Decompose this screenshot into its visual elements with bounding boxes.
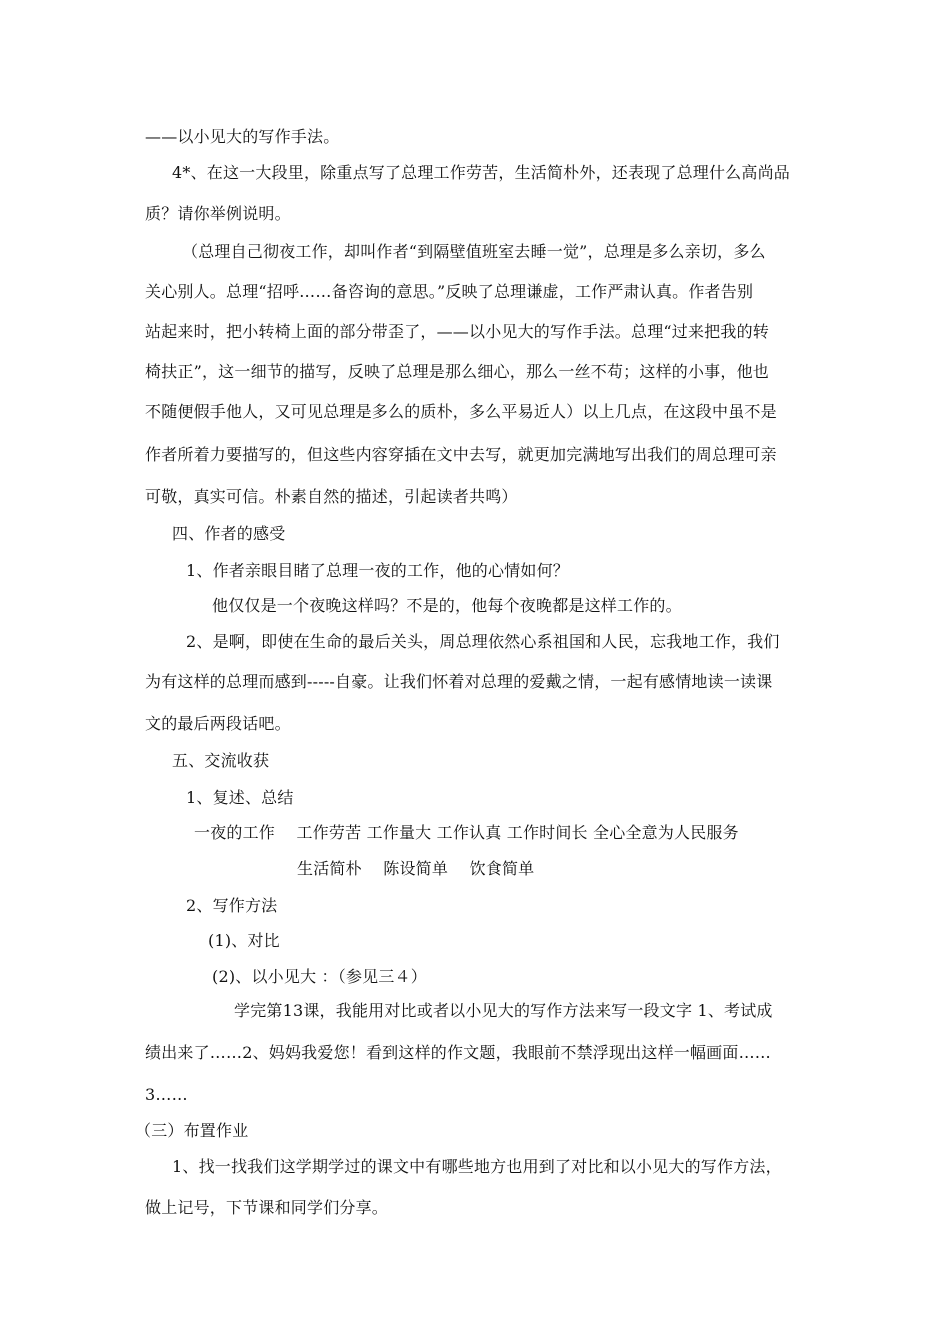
text-line: 站起来时，把小转椅上面的部分带歪了，——以小见大的写作手法。总理“过来把我的转 — [145, 322, 769, 341]
list-item: 1、找一找我们这学期学过的课文中有哪些地方也用到了对比和以小见大的写作方法， — [172, 1157, 782, 1176]
section-heading-5: 五、交流收获 — [172, 751, 270, 770]
section-heading-homework: （三）布置作业 — [135, 1121, 249, 1140]
list-item: 1、作者亲眼目睹了总理一夜的工作，他的心情如何？ — [186, 561, 569, 580]
text-line: 作者所着力要描写的，但这些内容穿插在文中去写，就更加完满地写出我们的周总理可亲 — [145, 445, 777, 464]
list-item: 2、是啊，即使在生命的最后关头，周总理依然心系祖国和人民，忘我地工作，我们 — [186, 632, 780, 651]
text-line: 可敬，真实可信。朴素自然的描述，引起读者共鸣） — [145, 487, 518, 506]
text-line: 椅扶正”，这一细节的描写，反映了总理是那么细心，那么一丝不苟；这样的小事，他也 — [145, 362, 769, 381]
text-line: 文的最后两段话吧。 — [145, 714, 291, 733]
list-item: 2、写作方法 — [186, 896, 278, 915]
text-line: 不随便假手他人，又可见总理是多么的质朴，多么平易近人）以上几点，在这段中虽不是 — [145, 402, 777, 421]
sub-item: (1)、对比 — [208, 931, 280, 950]
list-item: 1、复述、总结 — [186, 788, 294, 807]
text-line: 质？请你举例说明。 — [145, 204, 291, 223]
text-line: 学完第13课，我能用对比或者以小见大的写作方法来写一段文字 1、考试成 — [234, 1001, 773, 1020]
question-4: 4*、在这一大段里，除重点写了总理工作劳苦，生活简朴外，还表现了总理什么高尚品 — [172, 163, 790, 182]
summary-row: 生活简朴 陈设简单 饮食简单 — [297, 859, 535, 878]
text-line: 3…… — [145, 1085, 188, 1104]
text-line: 做上记号，下节课和同学们分享。 — [145, 1198, 389, 1217]
answer-paragraph: （总理自己彻夜工作，却叫作者“到隔壁值班室去睡一觉”，总理是多么亲切，多么 — [182, 242, 766, 261]
summary-row: 一夜的工作 工作劳苦 工作量大 工作认真 工作时间长 全心全意为人民服务 — [194, 823, 739, 842]
text-line: 绩出来了……2、妈妈我爱您！看到这样的作文题，我眼前不禁浮现出这样一幅画面…… — [145, 1043, 771, 1062]
section-heading-4: 四、作者的感受 — [172, 524, 286, 543]
text-line: 关心别人。总理“招呼……备咨询的意思。”反映了总理谦虚，工作严肃认真。作者告别 — [145, 282, 754, 301]
sub-item: (2)、以小见大 ：（参见三４） — [212, 967, 427, 986]
text-line: 他仅仅是一个夜晚这样吗？不是的，他每个夜晚都是这样工作的。 — [212, 596, 682, 615]
text-line: 为有这样的总理而感到-----自豪。让我们怀着对总理的爱戴之情，一起有感情地读一读课 — [145, 672, 773, 691]
text-line: ——以小见大的写作手法。 — [145, 127, 340, 146]
